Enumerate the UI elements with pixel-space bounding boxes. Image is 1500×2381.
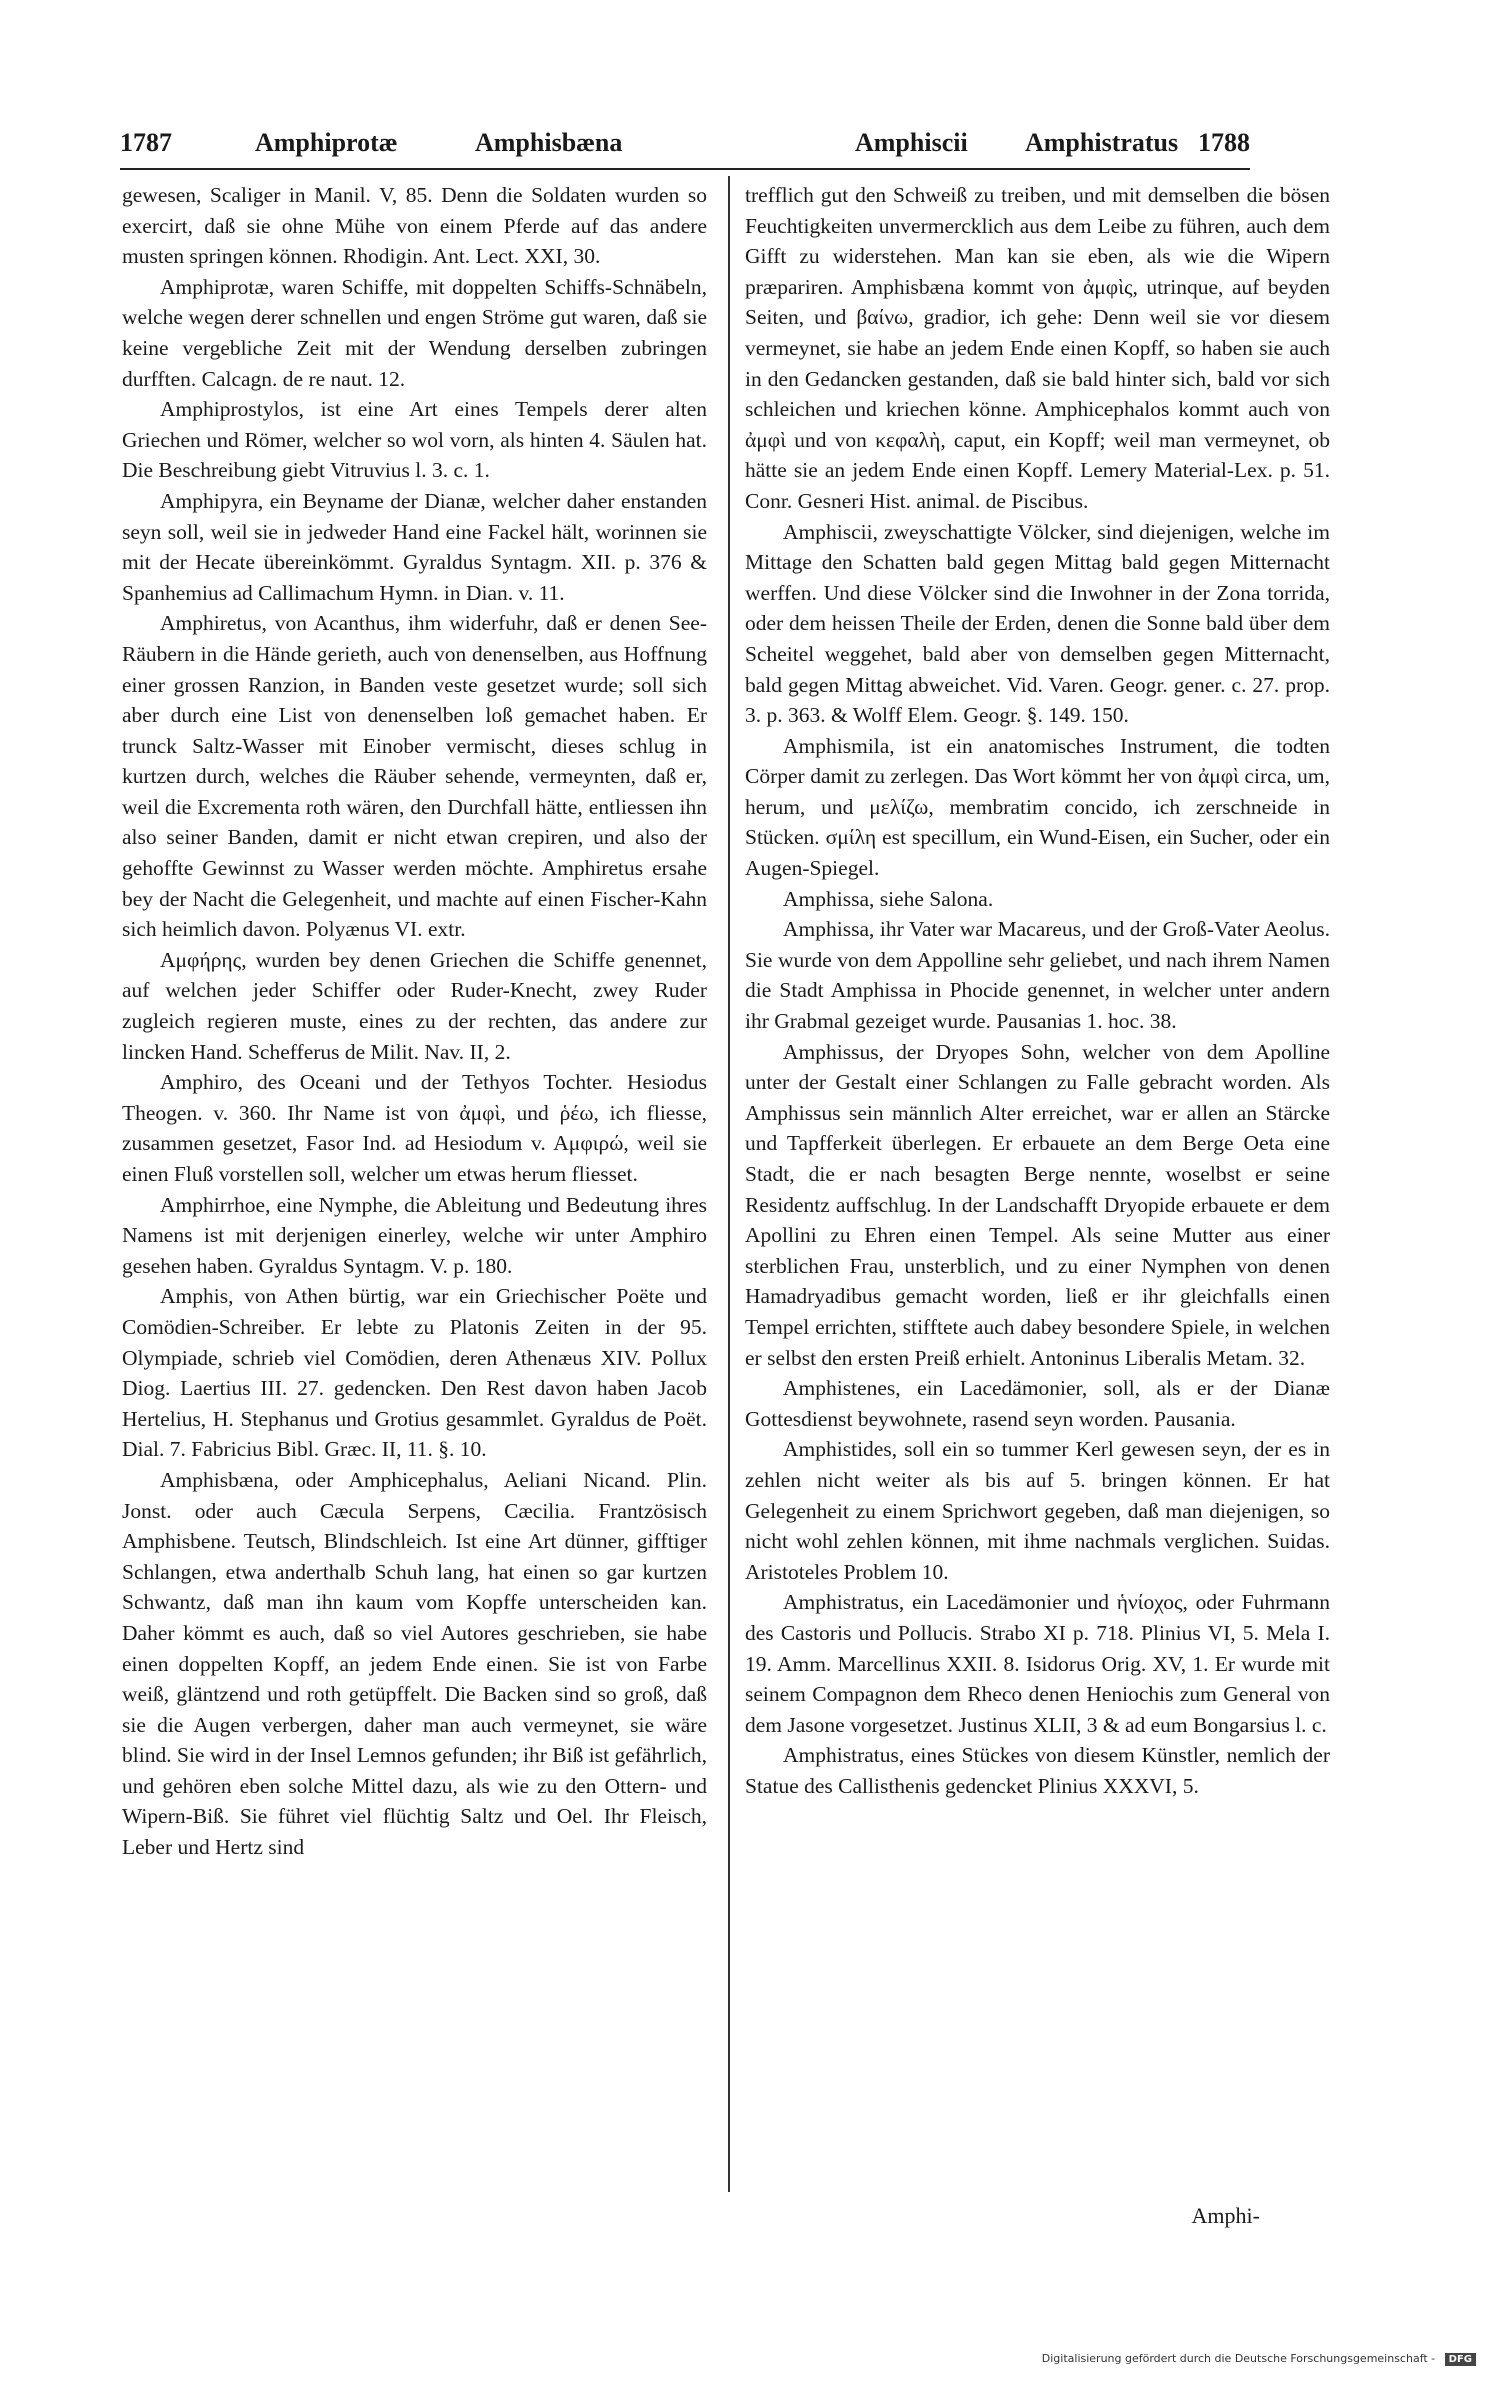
entry-paragraph: Amphissa, ihr Vater war Macareus, und der Groß-Vater Aeolus. Sie wurde von dem Appolline sehr geliebet, und nach ihrem Namen die Stadt Amphissa in Phocide genennet, in welcher unter andern ihr Grabmal gezeiget wurde. Pausanias 1. hoc. 38. [745,917,1330,1034]
catchword: Amphi- [1191,2203,1260,2228]
entry-paragraph: Amphistenes, ein Lacedämonier, soll, als er der Dianæ Gottesdienst beywohnete, rasend seyn worden. Pausania. [745,1376,1330,1431]
digitization-credit [1042,2352,1476,2366]
entry-paragraph: Amphirrhoe, eine Nymphe, die Ableitung und Bedeutung ihres Namens ist mit derjenigen einerley, welche wir unter Amphiro gesehen haben. Gyraldus Syntagm. V. p. 180. [122,1192,707,1278]
entry-paragraph: Amphiretus, von Acanthus, ihm widerfuhr, daß er denen See-Räubern in die Hände gerieth, auch von denenselben, aus Hoffnung einer grossen Ranzion, in Banden veste gesetzet wurde; soll sich aber durch eine List von denenselben loß gemachet haben. Er trunck Saltz-Wasser mit Einober vermischt, dieses schlug in kurtzen durch, welches die Räuber sehende, vermeynten, daß er, weil die Excrementa roth wären, den Durchfall hätte, entliessen ihn also seiner Banden, damit er nicht etwan crepiren, und also der gehoffte Gewinnst zu Wasser werden möchte. Amphiretus ersahe bey der Nacht die Gelegenheit, und machte auf einen Fischer-Kahn sich heimlich davon. Polyænus VI. extr. [122,611,707,942]
entry-paragraph: Amphipyra, ein Beyname der Dianæ, welcher daher enstanden seyn soll, weil sie in jedweder Hand eine Fackel hält, worinnen sie mit der Hecate übereinkömmt. Gyraldus Syntagm. XII. p. 376 & Spanhemius ad Callimachum Hymn. in Dian. v. 11. [122,488,707,605]
entry-paragraph: Amphiprostylos, ist eine Art eines Tempels derer alten Griechen und Römer, welcher so wol vorn, als hinten 4. Säulen hat. Die Beschreibung giebt Vitruvius l. 3. c. 1. [122,397,707,483]
entry-paragraph: Amphistratus, eines Stückes von diesem Künstler, nemlich der Statue des Callisthenis gedencket Plinius XXXVI, 5. [745,1743,1330,1798]
dfg-logo: DFG [1445,2353,1476,2366]
left-column [122,180,707,2190]
right-column [745,180,1330,2190]
entry-paragraph: Amphisbæna, oder Amphicephalus, Aeliani Nicand. Plin. Jonst. oder auch Cæcula Serpens, Cæcilia. Frantzösisch Amphisbene. Teutsch, Blindschleich. Ist eine Art dünner, gifftiger Schlangen, etwa anderthalb Schuh lang, hat einen so gar kurtzen Schwantz, daß man ihn kaum vom Kopffe unterscheiden kan. Daher kömmt es auch, daß so viel Autores geschrieben, sie habe einen doppelten Kopff, an jedem Ende einen. Sie ist von Farbe weiß, gläntzend und roth getüpffelt. Die Backen sind so groß, daß sie die Augen verbergen, daher man auch vermeynet, sie wäre blind. Sie wird in der Insel Lemnos gefunden; ihr Biß ist gefährlich, und gehören eben solche Mittel dazu, als wie zu den Ottern- und Wipern-Biß. Sie führet viel flüchtig Saltz und Oel. Ihr Fleisch, Leber und Hertz sind [122,1467,707,1860]
entry-paragraph: Amphiscii, zweyschattigte Völcker, sind diejenigen, welche im Mittage den Schatten bald gegen Mittag bald gegen Mitternacht werffen. Und diese Völcker sind die Inwohner in der Zona torrida, oder dem heissen Theile der Erden, denen die Sonne bald über dem Scheitel weggehet, bald aber von demselben gegen Mitternacht, bald gegen Mittag abweichet. Vid. Varen. Geogr. gener. c. 27. prop. 3. p. 363. & Wolff Elem. Geogr. §. 149. 150. [745,519,1330,728]
header-rule [120,168,1250,170]
entry-paragraph: Amphissus, der Dryopes Sohn, welcher von dem Apolline unter der Gestalt einer Schlangen zu Falle gebracht worden. Als Amphissus sein männlich Alter erreichet, war er allen an Stärcke und Tapfferkeit überlegen. Er erbauete an dem Berge Oeta eine Stadt, die er nach besagten Berge nennte, woselbst er seine Residentz auffschlug. In der Landschafft Dryopide erbauete er dem Apollini zu Ehren einen Tempel. Als seine Mutter aus einer sterblichen Frau, unsterblich, und zu einer Nymphen von denen Hamadryadibus gemacht worden, ließ er ihr gleichfalls einen Tempel errichten, stifftete auch dabey besondere Spiele, in welchen er selbst den ersten Preiß erhielt. Antoninus Liberalis Metam. 32. [745,1039,1330,1370]
header-keyword-right-2: Amphistratus [1025,128,1179,157]
page-number-right: 1788 [1198,128,1250,157]
credit-text: Digitalisierung gefördert durch die Deutsche Forschungsgemeinschaft - [1041,2352,1436,2365]
entry-paragraph: Amphistides, soll ein so tummer Kerl gewesen seyn, der es in zehlen nicht weiter als bis auf 5. bringen können. Er hat Gelegenheit zu einem Sprichwort gegeben, daß man diejenigen, so nicht wohl zehlen können, mit ihme nachmals verglichen. Suidas. Aristoteles Problem 10. [745,1437,1330,1584]
header-keyword-left-2: Amphisbæna [475,128,623,157]
entry-paragraph: Amphiro, des Oceani und der Tethyos Tochter. Hesiodus Theogen. v. 360. Ihr Name ist von ἀμφὶ, und ῥέω, ich fliesse, zusammen gesetzet, Fasor Ind. ad Hesiodum v. Aμφιρώ, weil sie einen Fluß vorstellen soll, welcher um etwas herum fliesset. [122,1070,707,1186]
entry-paragraph: Amphiprotæ, waren Schiffe, mit doppelten Schiffs-Schnäbeln, welche wegen derer schnellen und engen Ströme gut waren, daß sie keine vergebliche Zeit mit der Wendung derselben zubringen durfften. Calcagn. de re naut. 12. [122,274,707,391]
entry-paragraph: Amphis, von Athen bürtig, war ein Griechischer Poëte und Comödien-Schreiber. Er lebte zu Platonis Zeiten in der 95. Olympiade, schrieb viel Comödien, deren Athenæus XIV. Pollux Diog. Laertius III. 27. gedencken. Den Rest davon haben Jacob Hertelius, H. Stephanus und Grotius gesammlet. Gyraldus de Poët. Dial. 7. Fabricius Bibl. Græc. II, 11. §. 10. [122,1284,707,1462]
entry-paragraph: trefflich gut den Schweiß zu treiben, und mit demselben die bösen Feuchtigkeiten unvermercklich aus dem Leibe zu führen, auch dem Gifft zu widerstehen. Man kan sie eben, als wie die Wipern præpariren. Amphisbæna kommt von ἀμφὶς, utrinque, auf beyden Seiten, und βαίνω, gradior, ich gehe: Denn weil sie vor diesem vermeynet, sie habe an jedem Ende einen Kopff, so haben sie auch in den Gedancken gestanden, daß sie bald hinter sich, bald vor sich schleichen und kriechen könne. Amphicephalos kommt auch von ἀμφὶ und von κεφαλὴ, caput, ein Kopff; weil man vermeynet, ob hätte sie an jedem Ende einen Kopff. Lemery Material-Lex. p. 51. Conr. Gesneri Hist. animal. de Piscibus. [745,183,1330,513]
header-keyword-left-1: Amphiprotæ [255,128,398,157]
header-keyword-right-1: Amphiscii [855,128,968,157]
entry-paragraph: Aμφήρης, wurden bey denen Griechen die Schiffe genennet, auf welchen jeder Schiffer oder Ruder-Knecht, zwey Ruder zugleich regieren muste, eines zu der rechten, das andere zur lincken Hand. Schefferus de Milit. Nav. II, 2. [122,947,707,1064]
column-divider [728,176,730,2192]
page-number-left: 1787 [120,128,172,157]
running-header [120,120,1250,166]
entry-paragraph: gewesen, Scaliger in Manil. V, 85. Denn die Soldaten wurden so exercirt, daß sie ohne Mühe von einem Pferde auf das andere musten springen können. Rhodigin. Ant. Lect. XXI, 30. [122,183,707,269]
entry-paragraph: Amphistratus, ein Lacedämonier und ἡνίοχος, oder Fuhrmann des Castoris und Pollucis. Strabo XI p. 718. Plinius VI, 5. Mela I. 19. Amm. Marcellinus XXII. 8. Isidorus Orig. XV, 1. Er wurde mit seinem Compagnon dem Rheco denen Heniochis zum General von dem Jasone vorgesetzet. Justinus XLII, 3 & ad eum Bongarsius l. c. [745,1590,1330,1737]
entry-paragraph: Amphissa, siehe Salona. [783,886,994,911]
entry-paragraph: Amphismila, ist ein anatomisches Instrument, die todten Cörper damit zu zerlegen. Das Wort kömmt her von ἀμφὶ circa, um, herum, und μελίζω, membratim concido, ich zerschneide in Stücken. σμίλη est specillum, ein Wund-Eisen, ein Sucher, oder ein Augen-Spiegel. [745,733,1330,881]
